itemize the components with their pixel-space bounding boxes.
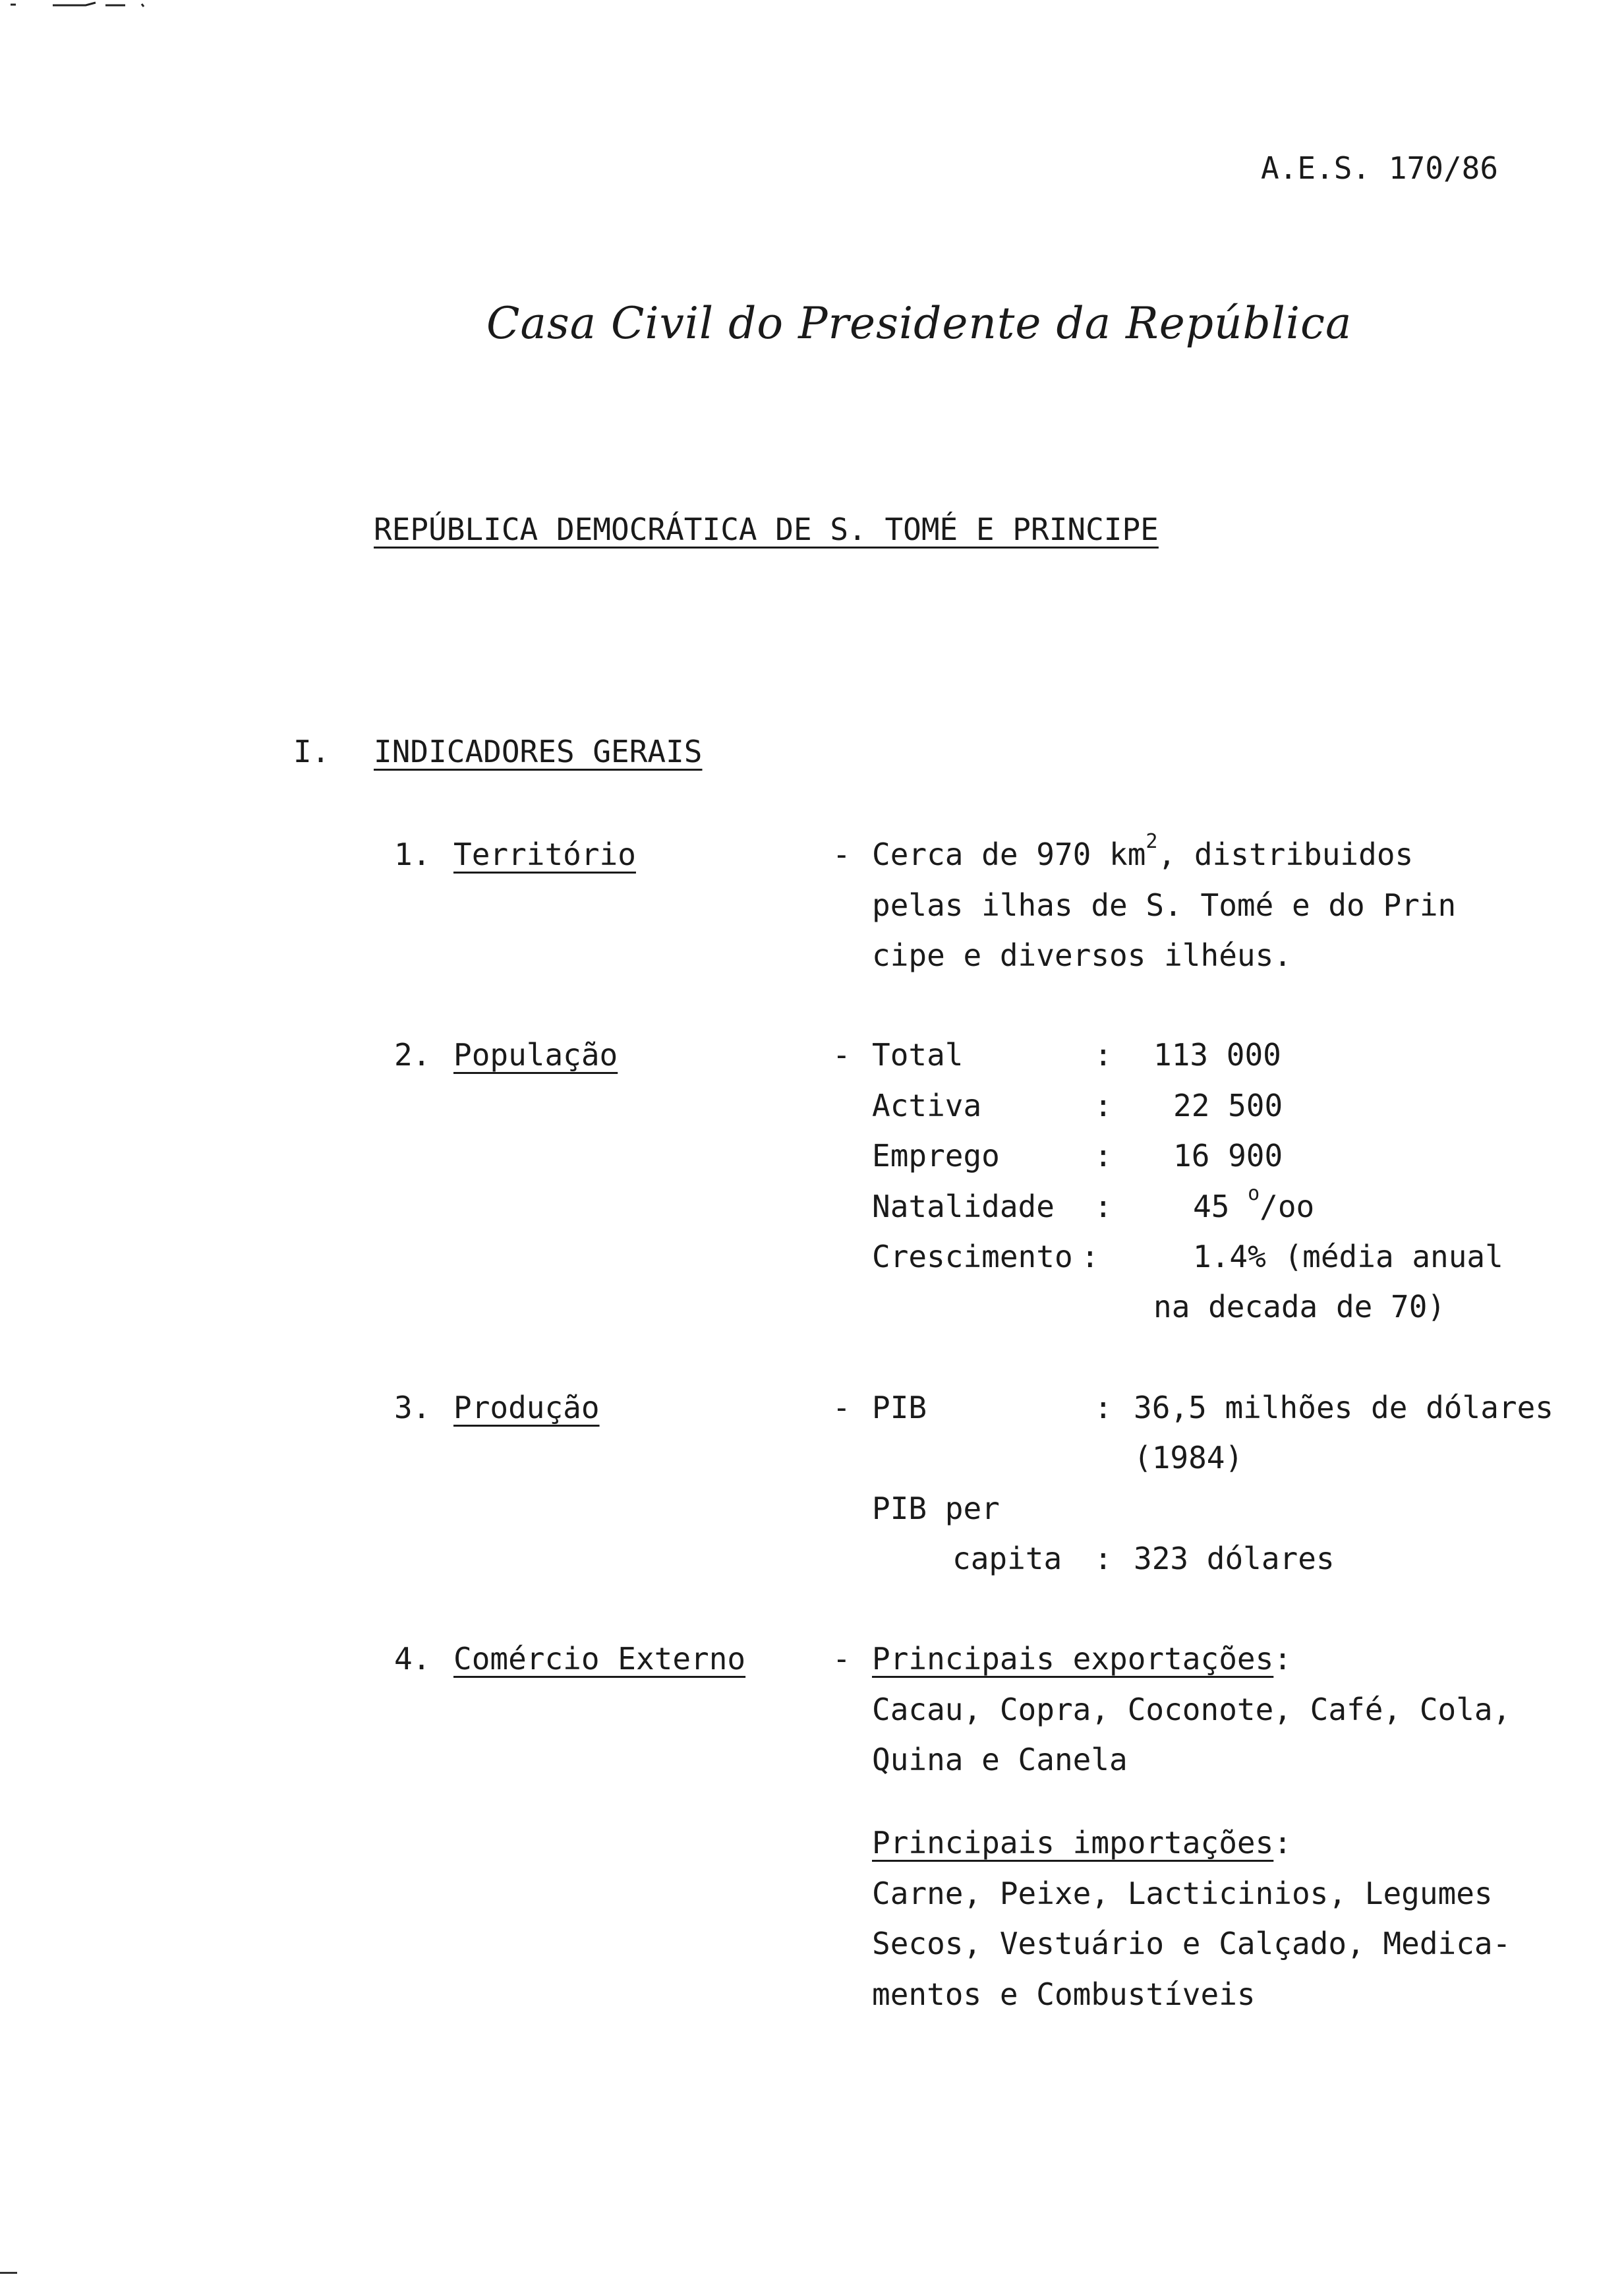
item-title: Produção: [453, 1390, 600, 1425]
letterhead-title: Casa Civil do Presidente da República: [486, 298, 1352, 349]
pib-separator: :: [1094, 1390, 1113, 1425]
pop-label: Total: [872, 1037, 964, 1073]
item-dash: -: [832, 1390, 851, 1425]
margin-mark: [0, 2272, 17, 2274]
document-reference: A.E.S. 170/86: [1261, 150, 1499, 186]
exports-line-1: Cacau, Copra, Coconote, Café, Cola,: [872, 1692, 1511, 1727]
pop-value: 22 500: [1173, 1088, 1283, 1123]
pib-per-capita-value: 323 dólares: [1134, 1541, 1335, 1576]
pib-per-capita-separator: :: [1094, 1541, 1113, 1576]
section-number: I.: [293, 734, 330, 769]
exports-title: Principais exportações: [872, 1641, 1274, 1677]
territorio-line-1: [872, 829, 1413, 884]
pop-value: 16 900: [1173, 1138, 1283, 1174]
pop-separator: :: [1094, 1189, 1113, 1224]
area-superscript: 2: [1146, 830, 1158, 853]
scan-mark: [7, 0, 152, 9]
pop-separator: :: [1094, 1138, 1113, 1174]
section-title: INDICADORES GERAIS: [374, 734, 703, 769]
pop-note: na decada de 70): [1153, 1289, 1446, 1324]
country-title: REPÚBLICA DEMOCRÁTICA DE S. TOMÉ E PRINCIPE: [374, 512, 1159, 547]
item-title: População: [453, 1037, 618, 1073]
imports-heading: [872, 1818, 1292, 1868]
imports-colon: :: [1273, 1825, 1292, 1860]
exports-heading: [872, 1634, 1292, 1684]
pop-value: 1.4% (média anual: [1193, 1239, 1503, 1274]
item-number: 4.: [394, 1641, 431, 1677]
pop-label: Natalidade: [872, 1189, 1055, 1224]
imports-line-1: Carne, Peixe, Lacticinios, Legumes: [872, 1876, 1493, 1911]
area-text: Cerca de 970 km: [872, 837, 1146, 872]
item-title: Comércio Externo: [453, 1641, 746, 1677]
pop-separator: :: [1094, 1088, 1113, 1123]
natalidade-unit: /oo: [1260, 1189, 1315, 1224]
pib-label: PIB: [872, 1390, 927, 1425]
pop-separator: :: [1094, 1037, 1113, 1073]
territorio-line-2: pelas ilhas de S. Tomé e do Prin: [872, 887, 1457, 923]
imports-line-2: Secos, Vestuário e Calçado, Medica-: [872, 1926, 1511, 1961]
pib-year: (1984): [1134, 1440, 1244, 1475]
item-dash: -: [832, 837, 851, 872]
territorio-line-3: cipe e diversos ilhéus.: [872, 937, 1292, 973]
item-title: Território: [453, 837, 636, 872]
pop-value: 113 000: [1153, 1037, 1281, 1073]
exports-line-2: Quina e Canela: [872, 1742, 1128, 1777]
item-dash: -: [832, 1037, 851, 1073]
pop-value: [1193, 1181, 1314, 1236]
imports-title: Principais importações: [872, 1825, 1274, 1860]
pib-per-capita-label-2: capita: [952, 1541, 1062, 1576]
area-text-end: , distribuidos: [1157, 837, 1414, 872]
pib-value: 36,5 milhões de dólares: [1134, 1390, 1553, 1425]
pib-per-capita-label: PIB per: [872, 1491, 1000, 1526]
imports-line-3: mentos e Combustíveis: [872, 1977, 1256, 2012]
natalidade-value: 45: [1193, 1189, 1248, 1224]
item-dash: -: [832, 1641, 851, 1677]
pop-label: Emprego: [872, 1138, 1000, 1174]
exports-colon: :: [1273, 1641, 1292, 1677]
item-number: 3.: [394, 1390, 431, 1425]
item-number: 1.: [394, 837, 431, 872]
pop-label: Crescimento: [872, 1239, 1073, 1274]
natalidade-superscript: o: [1248, 1182, 1260, 1205]
pop-separator: :: [1081, 1239, 1099, 1274]
item-number: 2.: [394, 1037, 431, 1073]
pop-label: Activa: [872, 1088, 982, 1123]
